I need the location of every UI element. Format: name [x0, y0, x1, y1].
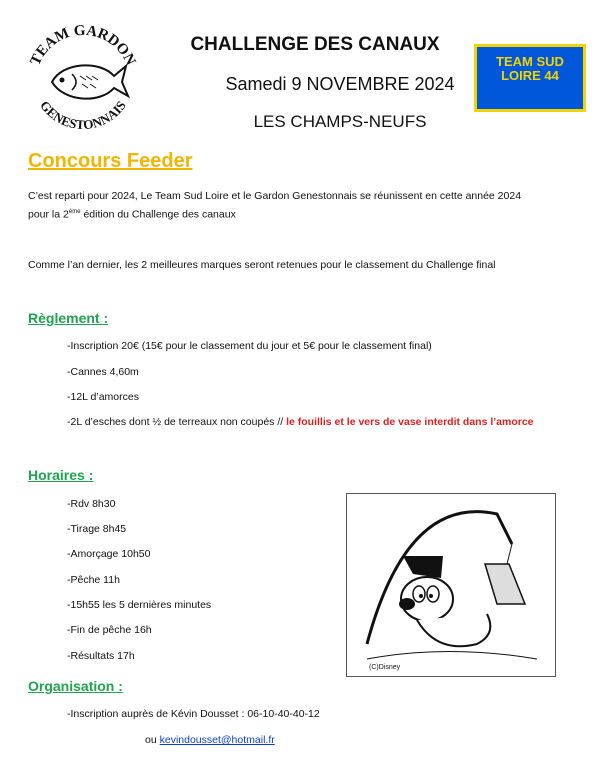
warning-text: le fouillis et le vers de vase interdit dans l’amorce: [286, 416, 534, 428]
club-logo: [22, 18, 144, 136]
image-caption: (C)Disney: [369, 664, 401, 671]
email-link[interactable]: kevindousset@hotmail.fr: [159, 734, 275, 746]
svg-text:TEAM GARDON: [28, 23, 139, 68]
team-badge: [474, 44, 586, 112]
logo-top-text: TEAM GARDON: [27, 22, 139, 68]
organisation-line: -Inscription auprès de Kévin Dousset : 06-10-40-40-12: [67, 708, 320, 720]
intro-line-2: pour la 2ème édition du Challenge des canaux: [28, 208, 236, 221]
svg-text:GENESTONNAIS: [37, 98, 129, 132]
event-date: Samedi 9 NOVEMBRE 2024: [225, 74, 455, 94]
intro-line-1: C’est reparti pour 2024, Le Team Sud Loire et le Gardon Genestonnais se réunissent en cette année 2024: [28, 190, 522, 202]
reglement-item: -Cannes 4,60m: [67, 366, 139, 378]
intro-paragraph: [28, 188, 588, 223]
horaires-heading: Horaires :: [28, 467, 94, 483]
reglement-item: -12L d’amorces: [67, 391, 139, 403]
horaire-item: -Résultats 17h: [67, 650, 135, 662]
horaire-item: -Fin de pêche 16h: [67, 624, 152, 636]
note-paragraph: Comme l’an dernier, les 2 meilleures marques seront retenues pour le classement du Challenge final: [28, 259, 496, 271]
badge-text: TEAM SUD LOIRE 44: [496, 54, 564, 83]
organisation-heading: Organisation :: [28, 678, 123, 694]
horaire-item: -Pêche 11h: [67, 574, 120, 586]
horaire-item: -Amorçage 10h50: [67, 548, 151, 560]
logo-bottom-text: GENESTONNAIS: [37, 97, 129, 133]
horaire-item: -15h55 les 5 dernières minutes: [67, 599, 212, 611]
organisation-email-line: ou kevindousset@hotmail.fr: [145, 734, 275, 746]
reglement-item-esches: -2L d’esches dont ½ de terreaux non coupés // le fouillis et le vers de vase interdit dans l’amorce: [67, 416, 534, 428]
page-title: CHALLENGE DES CANAUX: [190, 34, 440, 55]
fish-icon: [52, 65, 128, 98]
fisherman-illustration: [346, 493, 556, 677]
event-title: Concours Feeder: [28, 150, 193, 172]
horaire-item: -Tirage 8h45: [67, 523, 127, 535]
horaire-item: -Rdv 8h30: [67, 498, 116, 510]
reglement-item: -Inscription 20€ (15€ pour le classement du jour et 5€ pour le classement final): [67, 340, 432, 352]
reglement-heading: Règlement :: [28, 310, 109, 326]
event-location: LES CHAMPS-NEUFS: [253, 112, 427, 131]
